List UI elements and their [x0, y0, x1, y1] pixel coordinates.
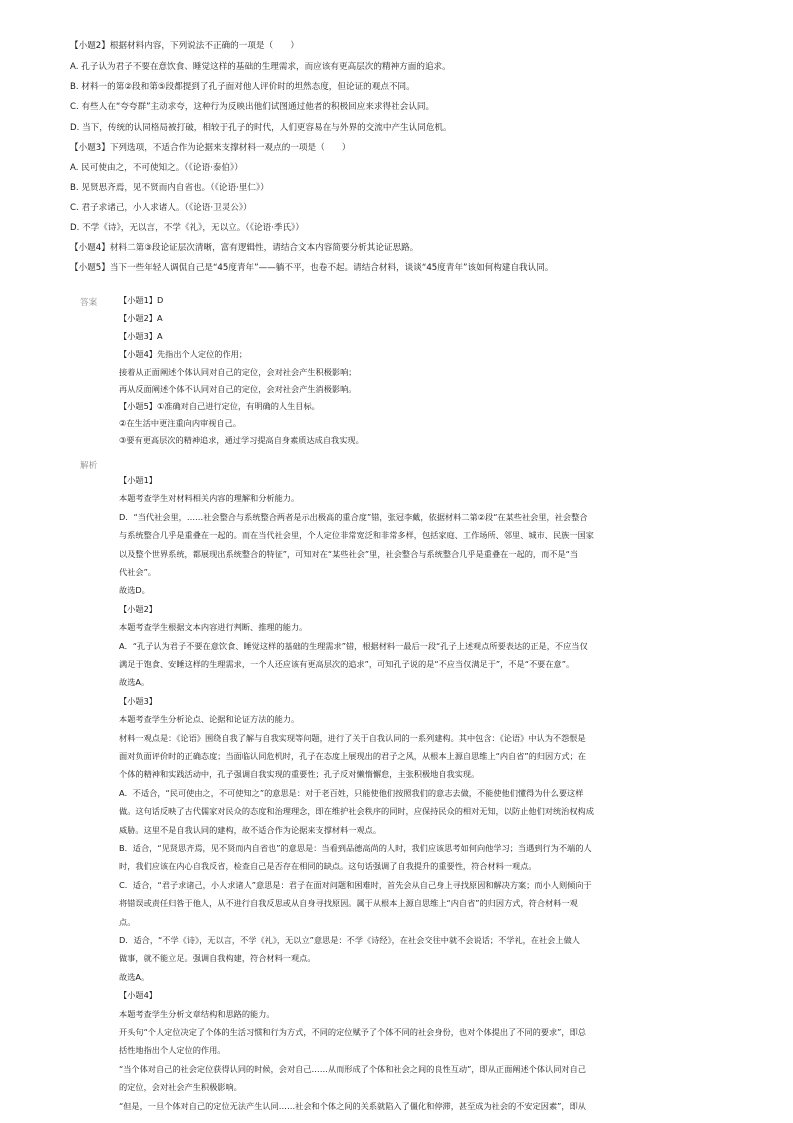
analysis-line: 本题考查学生根据文本内容进行判断、推理的能力。 [119, 622, 308, 633]
analysis-line: 以及整个世界系统，都展现出系统整合的特征”，可知对在“某些社会”里，社会整合与系统整合几乎是重叠在一起的，而不是“当 [119, 548, 579, 559]
analysis-line: 开头句“个人定位决定了个体的生活习惯和行为方式，不同的定位赋予了个体不同的社会身份，也对个体提出了不同的要求”，即总 [119, 1027, 586, 1037]
answer-line: ②在生活中更注重向内审视自己。 [119, 418, 241, 428]
analysis-line: A．“孔子认为君子不要在意饮食、睡觉这样的基础的生理需求”错，根据材料一最后一段“孔子上述观点所要表达的正是，不应当仅 [119, 640, 588, 651]
analysis-line: 威胁。这里不是自我认同的建构，故不适合作为论据来支撑材料一观点。 [119, 824, 382, 835]
answer-line: 【小题3】A [119, 331, 163, 341]
answer-line: 接着从正面阐述个体认同对自己的定位，会对社会产生积极影响； [119, 367, 357, 377]
analysis-line: A．不适合，“民可使由之，不可使知之”的意思是：对于老百姓，只能使他们按照我们的意志去做，不能使他们懂得为什么要这样 [119, 787, 584, 798]
answer-line: 【小题4】先指出个人定位的作用； [119, 349, 248, 359]
answer-line: 【小题1】D [119, 295, 164, 305]
question-2-option-d: D. 当下，传统的认同格局被打破，相较于孔子的时代，人们更容易在与外界的交流中产生认同危机。 [70, 123, 452, 133]
answer-label: 答案 [80, 298, 98, 308]
analysis-line: 将错误或责任归咎于他人，从不进行自我反思或从自身寻找原因。属于从根本上源自思维上“内自省”的归因方式，符合材料一观 [119, 898, 578, 909]
analysis-line: C．适合，“君子求诸己，小人求诸人”意思是：君子在面对问题和困难时，首先会从自己身上寻找原因和解决方案；而小人则倾向于 [119, 879, 592, 890]
question-2-stem: 【小题2】根据材料内容，下列说法不正确的一项是（ ） [70, 41, 299, 51]
answer-line: ③要有更高层次的精神追求，通过学习提高自身素质达成自我实现。 [119, 435, 364, 445]
question-3-option-b: B. 见贤思齐焉，见不贤而内自省也。（《论语·里仁》） [70, 183, 269, 193]
analysis-line: B．适合，“见贤思齐焉，见不贤而内自省也”的意思是：当看到品德高尚的人时，我们应该思考如何向他学习；当遇到行为不端的人 [119, 843, 592, 853]
analysis-line: 点。 [119, 916, 136, 927]
question-3-option-a: A. 民可使由之，不可使知之。（《论语·泰伯》） [70, 163, 243, 173]
question-3-option-c: C. 君子求诸己，小人求诸人。（《论语·卫灵公》） [70, 203, 252, 213]
question-2-option-c: C. 有些人在“夸夸群”主动求夸，这种行为反映出他们试图通过他者的积极回应来求得社会认同。 [70, 102, 435, 112]
question-5-stem: 【小题5】当下一些年轻人调侃自己是“45度青年”——躺不平，也卷不起。请结合材料，谈谈“45度青年”该如何构建自我认同。 [70, 263, 554, 273]
analysis-line: D．“当代社会里，……社会整合与系统整合两者是示出极高的重合度”错，张冠李戴，依据材料二第②段“在某些社会里，社会整合 [119, 511, 588, 522]
answer-line: 再从反面阐述个体不认同对自己的定位，会对社会产生消极影响。 [119, 384, 357, 394]
analysis-line: 本题考查学生分析文章结构和思路的能力。 [119, 1008, 275, 1019]
analysis-line: 满足于饱食、安睡这样的生理需求，一个人还应该有更高层次的追求”，可知孔子说的是“不应当仅满足于”，不是“不要在意”。 [119, 659, 575, 669]
question-2-option-a: A. 孔子认为君子不要在意饮食、睡觉这样的基础的生理需求，而应该有更高层次的精神方面的追求。 [70, 62, 451, 72]
analysis-line: 的定位，会对社会产生积极影响。 [119, 1082, 242, 1093]
analysis-line: 做事，就不能立足。强调自我构建，符合材料一观点。 [119, 953, 316, 964]
analysis-line: 故选A。 [119, 971, 150, 982]
analysis-line: 材料一观点是：《论语》围绕自我了解与自我实现等问题，进行了关于自我认同的一系列建构。其中包含：《论语》中认为不怨恨是 [119, 732, 586, 743]
analysis-label: 解析 [80, 461, 98, 471]
analysis-line: “但是，一旦个体对自己的定位无法产生认同……社会和个体之间的关系就陷入了僵化和停滞，甚至成为社会的不安定因素”，即从 [119, 1100, 586, 1111]
analysis-line: 个体的精神和实践活动中，孔子强调自我实现的重要性；孔子反对懒惰懈怠，主张积极地自我实现。 [119, 769, 480, 780]
analysis-line: 面对负面评价时的正确态度；当面临认同危机时，孔子在态度上展现出的君子之风，从根本上源自思维上“内自省”的归因方式；在 [119, 751, 586, 761]
analysis-line: 故选D。 [119, 585, 150, 596]
analysis-line: 【小题1】 [119, 475, 157, 485]
analysis-line: 代社会”。 [119, 567, 156, 577]
analysis-line: 本题考查学生分析论点、论据和论证方法的能力。 [119, 714, 300, 725]
analysis-line: 【小题3】 [119, 695, 157, 706]
answer-line: 【小题2】A [119, 313, 163, 323]
question-3-option-d: D. 不学《诗》，无以言，不学《礼》，无以立。（《论语·季氏》） [70, 223, 304, 233]
analysis-line: 做。这句话反映了古代儒家对民众的态度和治理理念，即在维护社会秩序的同时，应保持民众的相对无知，以防止他们对统治权构成 [119, 806, 594, 817]
analysis-line: 故选A。 [119, 677, 150, 688]
analysis-line: “当个体对自己的社会定位获得认同的时候，会对自己……从而形成了个体和社会之间的良性互动”，即从正面阐述个体认同对自己 [119, 1063, 586, 1074]
question-2-option-b: B. 材料一的第②段和第⑤段都提到了孔子面对他人评价时的坦然态度，但论证的观点不同。 [70, 82, 415, 92]
analysis-line: D．适合，“不学《诗》，无以言，不学《礼》，无以立”意思是：不学《诗经》，在社会交往中就不会说话；不学礼，在社会上做人 [119, 935, 580, 945]
analysis-line: 【小题2】 [119, 603, 157, 614]
analysis-line: 【小题4】 [119, 990, 157, 1001]
answer-line: 【小题5】①准确对自己进行定位，有明确的人生目标。 [119, 401, 320, 411]
analysis-line: 本题考查学生对材料相关内容的理解和分析能力。 [119, 493, 300, 504]
analysis-line: 括性地指出个人定位的作用。 [119, 1045, 226, 1056]
analysis-line: 与系统整合几乎是重叠在一起的。而在当代社会里，个人定位非常宽泛和非常多样，包括家庭、工作场所、邻里、城市、民族一国家 [119, 530, 594, 541]
question-3-stem: 【小题3】下列选项，不适合作为论据来支撑材料一观点的一项是（ ） [70, 143, 351, 153]
question-4-stem: 【小题4】材料二第③段论证层次清晰，富有逻辑性，请结合文本内容简要分析其论证思路。 [70, 243, 419, 253]
analysis-line: 时，我们应该在内心自我反省，检查自己是否存在相同的缺点。这句话强调了自我提升的重要性，符合材料一观点。 [119, 861, 537, 872]
